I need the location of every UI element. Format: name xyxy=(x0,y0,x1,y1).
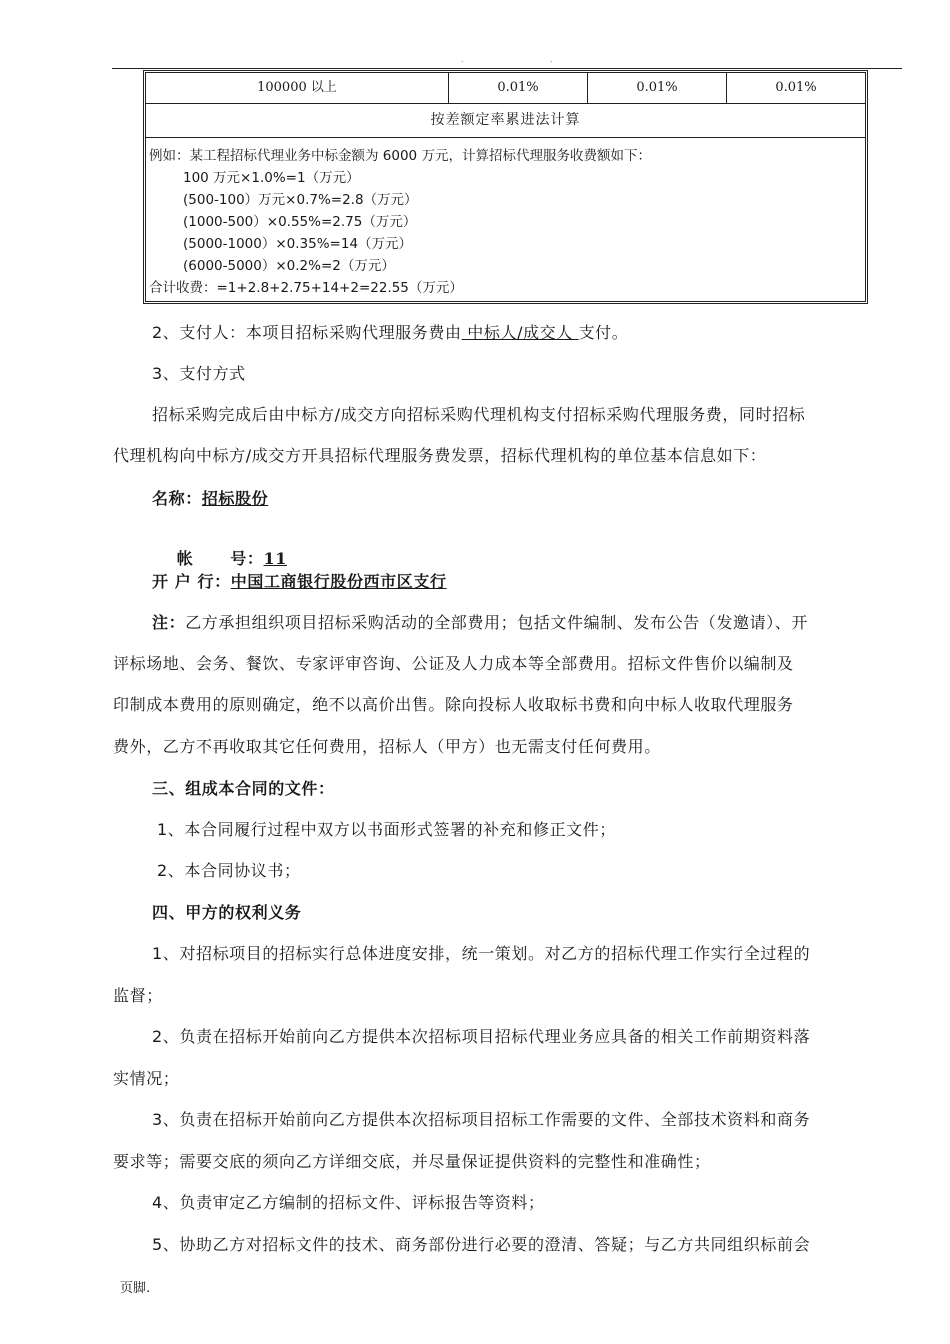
section3-item: 2、本合同协议书； xyxy=(157,861,301,880)
table-cell-amount: 100000 以上 xyxy=(146,73,449,103)
payment-desc-line: 招标采购完成后由中标方/成交方向招标采购代理机构支付招标采购代理服务费，同时招标 xyxy=(152,405,806,424)
payer-suffix: 支付。 xyxy=(578,323,629,342)
note-line xyxy=(152,610,808,633)
agency-name-value: 招标股份 xyxy=(201,489,269,508)
agency-bank-label: 开 户 行： xyxy=(152,572,231,591)
note-line: 费外，乙方不再收取其它任何费用，招标人（甲方）也无需支付任何费用。 xyxy=(113,737,661,756)
section4-line: 监督； xyxy=(113,986,163,1005)
agency-name-label: 名称： xyxy=(152,489,202,508)
payment-desc-line: 代理机构向中标方/成交方开具招标代理服务费发票，招标代理机构的单位基本信息如下： xyxy=(113,446,767,465)
fee-table-row xyxy=(146,73,865,104)
section4-line: 要求等；需要交底的须向乙方详细交底，并尽量保证提供资料的完整性和准确性； xyxy=(113,1152,711,1171)
section4-line: 5、协助乙方对招标文件的技术、商务部份进行必要的澄清、答疑；与乙方共同组织标前会 xyxy=(152,1235,811,1254)
example-line: (500-100）万元×0.7%=2.8（万元） xyxy=(183,192,418,208)
header-rule xyxy=(112,68,902,69)
table-cell-rate: 0.01% xyxy=(449,73,588,103)
table-cell-rate: 0.01% xyxy=(588,73,727,103)
header-mark: . xyxy=(461,55,464,64)
header-mark: . xyxy=(550,55,553,64)
example-line: 100 万元×1.0%=1（万元） xyxy=(183,170,360,186)
header-marks xyxy=(0,56,950,64)
section3-title: 三、组成本合同的文件： xyxy=(152,779,335,798)
note-label: 注： xyxy=(152,613,186,632)
agency-account-label: 帐 号： xyxy=(176,549,264,568)
table-cell-rate: 0.01% xyxy=(775,80,817,95)
example-line: 例如：某工程招标代理业务中标金额为 6000 万元，计算招标代理服务收费额如下： xyxy=(149,148,651,164)
fee-table xyxy=(143,70,868,304)
payer-line xyxy=(152,320,628,343)
payer-value: 中标人/成交人 xyxy=(461,323,579,342)
agency-account-value: 11 xyxy=(263,549,287,568)
note-line: 印制成本费用的原则确定，绝不以高价出售。除向投标人收取标书费和向中标人收取代理服务 xyxy=(113,695,794,714)
payment-method-title: 3、支付方式 xyxy=(152,364,246,383)
note-line: 评标场地、会务、餐饮、专家评审咨询、公证及人力成本等全部费用。招标文件售价以编制及 xyxy=(113,654,794,673)
fee-example xyxy=(146,138,865,301)
example-line: (1000-500）×0.55%=2.75（万元） xyxy=(183,214,417,230)
note-text: 乙方承担组织项目招标采购活动的全部费用；包括文件编制、发布公告（发邀请）、开 xyxy=(185,613,809,632)
section4-line: 实情况； xyxy=(113,1069,180,1088)
agency-bank xyxy=(152,569,447,592)
agency-name xyxy=(152,486,268,509)
section4-title: 四、甲方的权利义务 xyxy=(152,903,302,922)
section3-item: 1、本合同履行过程中双方以书面形式签署的补充和修正文件； xyxy=(157,820,616,839)
payer-prefix: 2、支付人：本项目招标采购代理服务费由 xyxy=(152,323,462,342)
agency-bank-value: 中国工商银行股份西市区支行 xyxy=(230,572,447,591)
fee-method-row: 按差额定率累进法计算 xyxy=(146,104,865,138)
example-line: (5000-1000）×0.35%=14（万元） xyxy=(183,236,413,252)
example-total: 合计收费：=1+2.8+2.75+14+2=22.55（万元） xyxy=(149,280,463,296)
section4-line: 4、负责审定乙方编制的招标文件、评标报告等资料； xyxy=(152,1193,545,1212)
section4-line: 1、对招标项目的招标实行总体进度安排，统一策划。对乙方的招标代理工作实行全过程的 xyxy=(152,944,811,963)
page-footer: 页脚. xyxy=(120,1281,151,1296)
section4-line: 2、负责在招标开始前向乙方提供本次招标项目招标代理业务应具备的相关工作前期资料落 xyxy=(152,1027,811,1046)
example-line: (6000-5000）×0.2%=2（万元） xyxy=(183,258,395,274)
section4-line: 3、负责在招标开始前向乙方提供本次招标项目招标工作需要的文件、全部技术资料和商务 xyxy=(152,1110,811,1129)
